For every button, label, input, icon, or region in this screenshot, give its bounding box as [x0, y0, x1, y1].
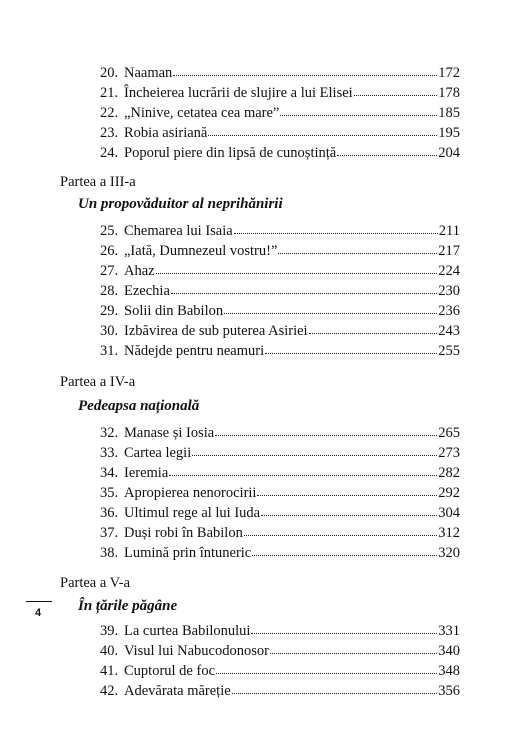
toc-entry[interactable]: [100, 443, 460, 463]
entry-title: Naaman: [124, 65, 173, 81]
entry-page: 230: [438, 283, 460, 299]
dot-leader: [251, 629, 437, 634]
entry-number: 25.: [100, 223, 119, 239]
toc-entry[interactable]: [100, 523, 460, 543]
entry-title: Robia asiriană: [124, 125, 208, 141]
entry-number: 26.: [100, 243, 119, 259]
dot-leader: [280, 111, 437, 116]
entry-number: 36.: [100, 505, 119, 521]
entry-title: Solii din Babilon: [124, 303, 224, 319]
entry-title: Visul lui Nabucodonosor: [124, 643, 269, 659]
dot-leader: [173, 71, 437, 76]
entry-title: Adevărata măreție: [124, 683, 231, 699]
entry-number: 30.: [100, 323, 119, 339]
entry-number: 40.: [100, 643, 119, 659]
entry-title: „Ninive, cetatea cea mare”: [124, 105, 280, 121]
part-title: Un propovăduitor al neprihănirii: [78, 196, 283, 212]
entry-number: 24.: [100, 145, 119, 161]
toc-entry[interactable]: [100, 503, 460, 523]
entry-title: Cuptorul de foc: [124, 663, 216, 679]
entry-page: 340: [438, 643, 460, 659]
toc-entry[interactable]: [100, 123, 460, 143]
dot-leader: [208, 131, 437, 136]
entry-title: Poporul piere din lipsă de cunoștință: [124, 145, 337, 161]
entry-page: 217: [438, 243, 460, 259]
entry-number: 34.: [100, 465, 119, 481]
toc-entry[interactable]: [100, 301, 460, 321]
entry-page: 265: [438, 425, 460, 441]
dot-leader: [337, 151, 437, 156]
entry-page: 304: [438, 505, 460, 521]
toc-entry[interactable]: [100, 63, 460, 83]
entry-page: 204: [438, 145, 460, 161]
dot-leader: [354, 91, 438, 96]
part-label: Partea a IV-a: [60, 374, 136, 390]
entry-number: 28.: [100, 283, 119, 299]
toc-entry[interactable]: [100, 423, 460, 443]
dot-leader: [192, 451, 437, 456]
toc-entry[interactable]: [100, 661, 460, 681]
toc-entry[interactable]: [100, 463, 460, 483]
toc-entry[interactable]: [100, 241, 460, 261]
dot-leader: [171, 289, 437, 294]
entry-number: 37.: [100, 525, 119, 541]
toc-entry[interactable]: [100, 261, 460, 281]
entry-page: 348: [438, 663, 460, 679]
dot-leader: [224, 309, 437, 314]
toc-entry[interactable]: [100, 281, 460, 301]
entry-title: Apropierea nenorocirii: [124, 485, 257, 501]
toc-entry[interactable]: [100, 143, 460, 163]
entry-page: 356: [438, 683, 460, 699]
dot-leader: [244, 531, 437, 536]
entry-page: 273: [438, 445, 460, 461]
dot-leader: [232, 689, 438, 694]
entry-number: 20.: [100, 65, 119, 81]
entry-number: 22.: [100, 105, 119, 121]
entry-number: 39.: [100, 623, 119, 639]
entry-number: 21.: [100, 85, 119, 101]
entry-title: Izbăvirea de sub puterea Asiriei: [124, 323, 308, 339]
dot-leader: [215, 431, 437, 436]
entry-number: 38.: [100, 545, 119, 561]
entry-number: 35.: [100, 485, 119, 501]
dot-leader: [278, 249, 437, 254]
entry-title: Ahaz: [124, 263, 155, 279]
entry-number: 31.: [100, 343, 119, 359]
entry-page: 282: [438, 465, 460, 481]
dot-leader: [270, 649, 437, 654]
toc-entry[interactable]: [100, 103, 460, 123]
entry-number: 42.: [100, 683, 119, 699]
entry-page: 195: [438, 125, 460, 141]
dot-leader: [234, 229, 438, 234]
entry-page: 236: [438, 303, 460, 319]
entry-title: Duși robi în Babilon: [124, 525, 243, 541]
entry-title: Manase și Iosia: [124, 425, 215, 441]
entry-number: 29.: [100, 303, 119, 319]
toc-entry[interactable]: [100, 621, 460, 641]
page-number-rule: [26, 601, 52, 602]
entry-page: 255: [438, 343, 460, 359]
entry-page: 292: [438, 485, 460, 501]
dot-leader: [156, 269, 438, 274]
entry-page: 320: [438, 545, 460, 561]
entry-title: Ultimul rege al lui Iuda: [124, 505, 261, 521]
dot-leader: [265, 349, 437, 354]
entry-number: 23.: [100, 125, 119, 141]
toc-entry[interactable]: [100, 341, 460, 361]
entry-page: 185: [438, 105, 460, 121]
entry-title: Ezechia: [124, 283, 170, 299]
entry-title: Lumină prin întuneric: [124, 545, 252, 561]
dot-leader: [252, 551, 437, 556]
entry-number: 33.: [100, 445, 119, 461]
entry-title: Ieremia: [124, 465, 169, 481]
entry-page: 243: [438, 323, 460, 339]
entry-title: „Iată, Dumnezeul vostru!”: [124, 243, 278, 259]
entry-page: 331: [438, 623, 460, 639]
entry-title: La curtea Babilonului: [124, 623, 251, 639]
entry-number: 27.: [100, 263, 119, 279]
dot-leader: [261, 511, 437, 516]
entry-number: 41.: [100, 663, 119, 679]
toc-entry[interactable]: [100, 483, 460, 503]
dot-leader: [169, 471, 437, 476]
part-title: În țările păgâne: [78, 598, 178, 614]
entry-page: 211: [438, 223, 460, 239]
toc-entry[interactable]: [100, 83, 460, 103]
entry-page: 224: [438, 263, 460, 279]
toc-entry[interactable]: [100, 543, 460, 563]
toc-entry[interactable]: [100, 641, 460, 661]
toc-entry[interactable]: [100, 681, 460, 701]
entry-page: 178: [438, 85, 460, 101]
toc-entry[interactable]: [100, 221, 460, 241]
dot-leader: [216, 669, 437, 674]
dot-leader: [257, 491, 437, 496]
part-label: Partea a V-a: [60, 575, 131, 591]
toc-entry[interactable]: [100, 321, 460, 341]
page-number: 4: [35, 607, 42, 619]
entry-title: Încheierea lucrării de slujire a lui Elisei: [124, 85, 353, 101]
entry-title: Cartea legii: [124, 445, 192, 461]
part-title: Pedeapsa națională: [78, 398, 200, 414]
entry-page: 172: [438, 65, 460, 81]
entry-title: Chemarea lui Isaia: [124, 223, 233, 239]
entry-title: Nădejde pentru neamuri: [124, 343, 265, 359]
entry-number: 32.: [100, 425, 119, 441]
dot-leader: [309, 329, 438, 334]
part-label: Partea a III-a: [60, 174, 136, 190]
entry-page: 312: [438, 525, 460, 541]
